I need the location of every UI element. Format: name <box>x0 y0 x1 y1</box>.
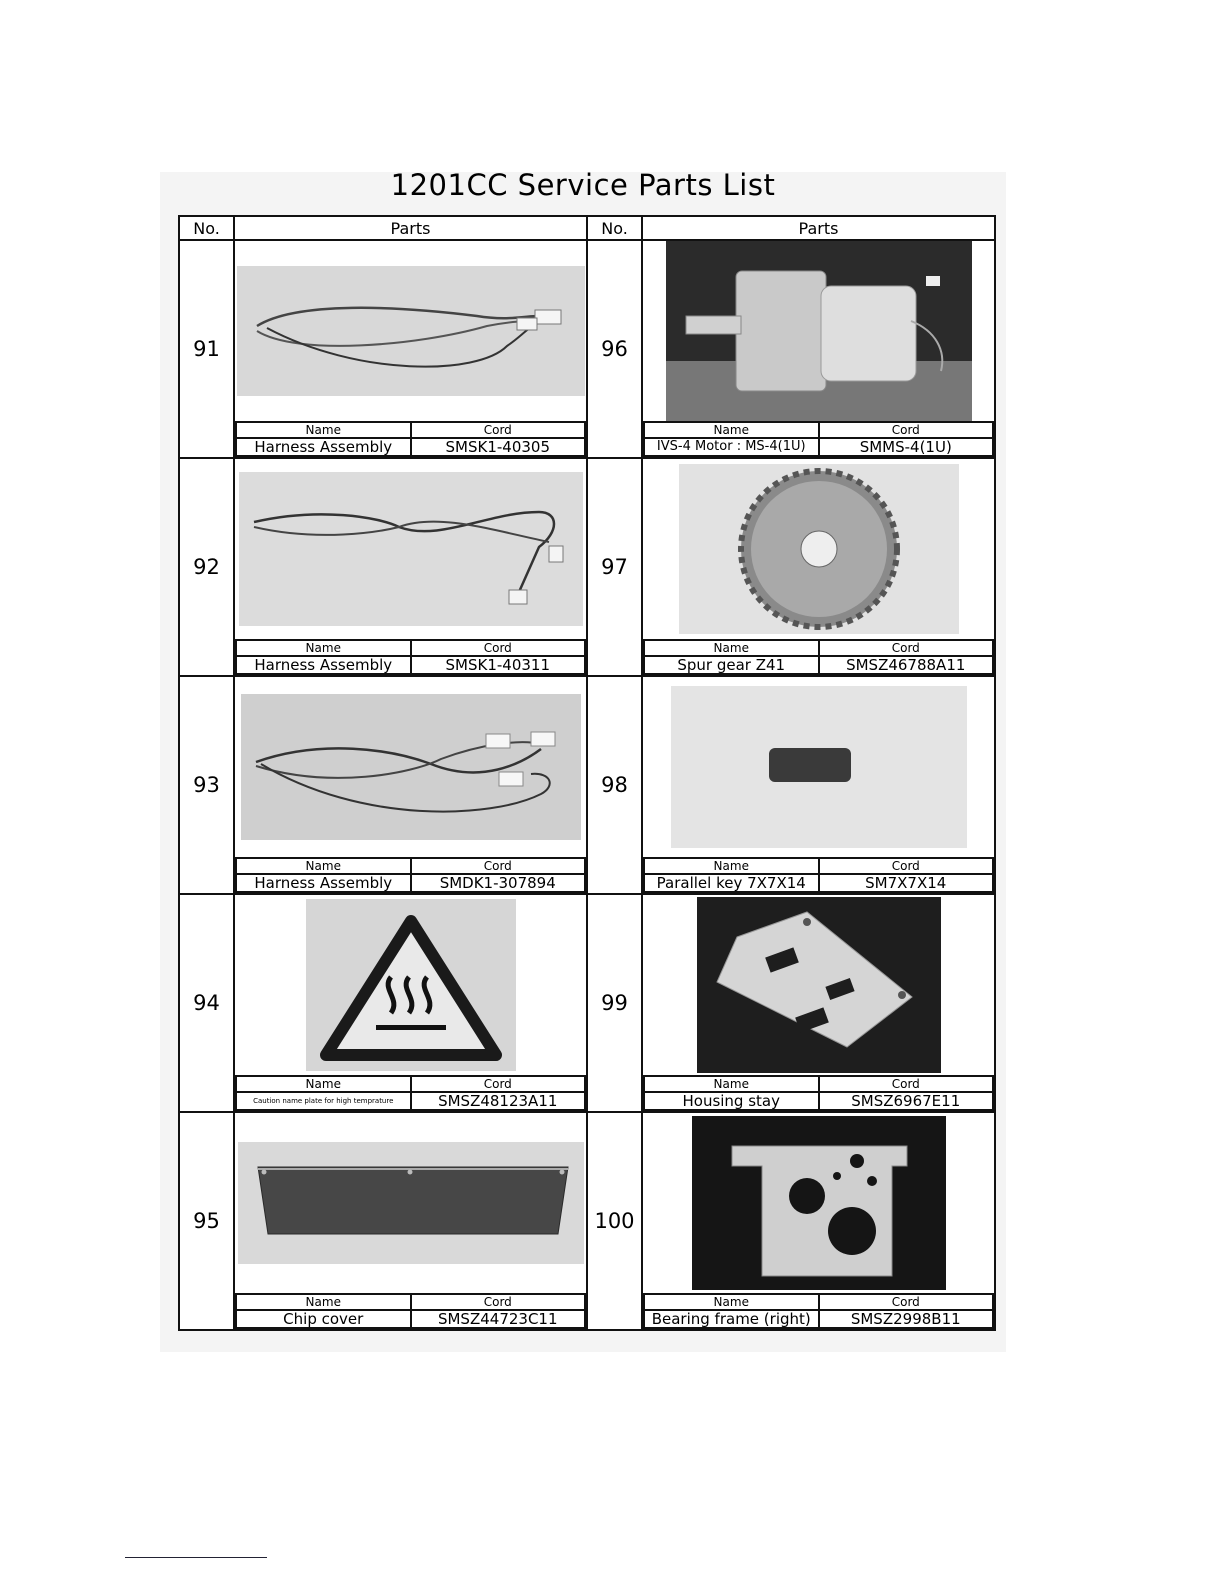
name-label: Name <box>644 422 819 438</box>
cord-label: Cord <box>819 1294 994 1310</box>
part-photo <box>643 895 994 1075</box>
cord-label: Cord <box>411 422 586 438</box>
part-cord: SMSZ2998B11 <box>819 1310 994 1328</box>
part-cord: SMSZ6967E11 <box>819 1092 994 1110</box>
table-row <box>179 894 995 1112</box>
part-photo <box>235 241 586 421</box>
part-photo <box>235 895 586 1075</box>
header-parts: Parts <box>642 216 995 240</box>
part-cord: SMSZ44723C11 <box>411 1310 586 1328</box>
name-label: Name <box>236 640 411 656</box>
footnote-rule <box>125 1557 267 1558</box>
part-cord: SMDK1-307894 <box>411 874 586 892</box>
part-cell <box>642 1112 995 1330</box>
header-row <box>179 216 995 240</box>
part-photo <box>643 459 994 639</box>
part-cell <box>234 240 587 458</box>
part-info <box>235 857 586 893</box>
cord-label: Cord <box>411 1076 586 1092</box>
wire-harness-icon <box>237 266 585 396</box>
hot-surface-warning-icon <box>306 899 516 1071</box>
part-cell <box>642 240 995 458</box>
header-parts: Parts <box>234 216 587 240</box>
table-row <box>179 676 995 894</box>
part-cell <box>642 676 995 894</box>
cord-label: Cord <box>819 858 994 874</box>
part-info <box>235 421 586 457</box>
part-name: Spur gear Z41 <box>644 656 819 674</box>
part-name: Harness Assembly <box>236 438 411 456</box>
chip-cover-icon <box>238 1142 584 1264</box>
part-cell <box>234 458 587 676</box>
parallel-key-icon <box>671 686 967 848</box>
name-label: Name <box>236 858 411 874</box>
part-info <box>235 1075 586 1111</box>
part-cell <box>234 1112 587 1330</box>
part-photo <box>643 677 994 857</box>
wire-harness-icon <box>239 472 583 626</box>
name-label: Name <box>644 858 819 874</box>
part-info <box>643 857 994 893</box>
part-cord: SM7X7X14 <box>819 874 994 892</box>
cord-label: Cord <box>819 1076 994 1092</box>
part-photo <box>643 1113 994 1293</box>
table-row <box>179 1112 995 1330</box>
item-number: 100 <box>587 1112 642 1330</box>
item-number: 95 <box>179 1112 234 1330</box>
part-name: Parallel key 7X7X14 <box>644 874 819 892</box>
item-number: 94 <box>179 894 234 1112</box>
motor-icon <box>666 241 972 421</box>
part-name: Harness Assembly <box>236 874 411 892</box>
part-name: Harness Assembly <box>236 656 411 674</box>
part-info <box>643 1075 994 1111</box>
item-number: 96 <box>587 240 642 458</box>
part-cell <box>642 894 995 1112</box>
parts-table <box>178 215 996 1331</box>
part-cell <box>642 458 995 676</box>
cord-label: Cord <box>819 640 994 656</box>
part-photo <box>235 459 586 639</box>
part-cell <box>234 676 587 894</box>
part-info <box>235 1293 586 1329</box>
header-no: No. <box>179 216 234 240</box>
part-name: Chip cover <box>236 1310 411 1328</box>
spur-gear-icon <box>679 464 959 634</box>
part-name: IVS-4 Motor : MS-4(1U) <box>644 438 819 456</box>
part-info <box>643 421 994 457</box>
part-cord: SMSZ48123A11 <box>411 1092 586 1110</box>
name-label: Name <box>236 422 411 438</box>
part-cord: SMMS-4(1U) <box>819 438 994 456</box>
cord-label: Cord <box>411 1294 586 1310</box>
part-info <box>643 1293 994 1329</box>
name-label: Name <box>236 1076 411 1092</box>
cord-label: Cord <box>819 422 994 438</box>
part-info <box>643 639 994 675</box>
part-cord: SMSK1-40305 <box>411 438 586 456</box>
item-number: 98 <box>587 676 642 894</box>
part-cord: SMSZ46788A11 <box>819 656 994 674</box>
housing-stay-icon <box>697 897 941 1073</box>
part-cord: SMSK1-40311 <box>411 656 586 674</box>
part-photo <box>643 241 994 421</box>
part-photo <box>235 1113 586 1293</box>
item-number: 92 <box>179 458 234 676</box>
part-info <box>235 639 586 675</box>
part-photo <box>235 677 586 857</box>
name-label: Name <box>644 640 819 656</box>
part-name: Caution name plate for high temprature <box>236 1092 411 1110</box>
name-label: Name <box>644 1294 819 1310</box>
page-title: 1201CC Service Parts List <box>390 168 776 202</box>
name-label: Name <box>644 1076 819 1092</box>
item-number: 93 <box>179 676 234 894</box>
cord-label: Cord <box>411 640 586 656</box>
wire-harness-icon <box>241 694 581 840</box>
item-number: 97 <box>587 458 642 676</box>
cord-label: Cord <box>411 858 586 874</box>
table-row <box>179 240 995 458</box>
header-no: No. <box>587 216 642 240</box>
part-name: Bearing frame (right) <box>644 1310 819 1328</box>
table-row <box>179 458 995 676</box>
item-number: 99 <box>587 894 642 1112</box>
item-number: 91 <box>179 240 234 458</box>
part-name: Housing stay <box>644 1092 819 1110</box>
part-cell <box>234 894 587 1112</box>
name-label: Name <box>236 1294 411 1310</box>
bearing-frame-icon <box>692 1116 946 1290</box>
